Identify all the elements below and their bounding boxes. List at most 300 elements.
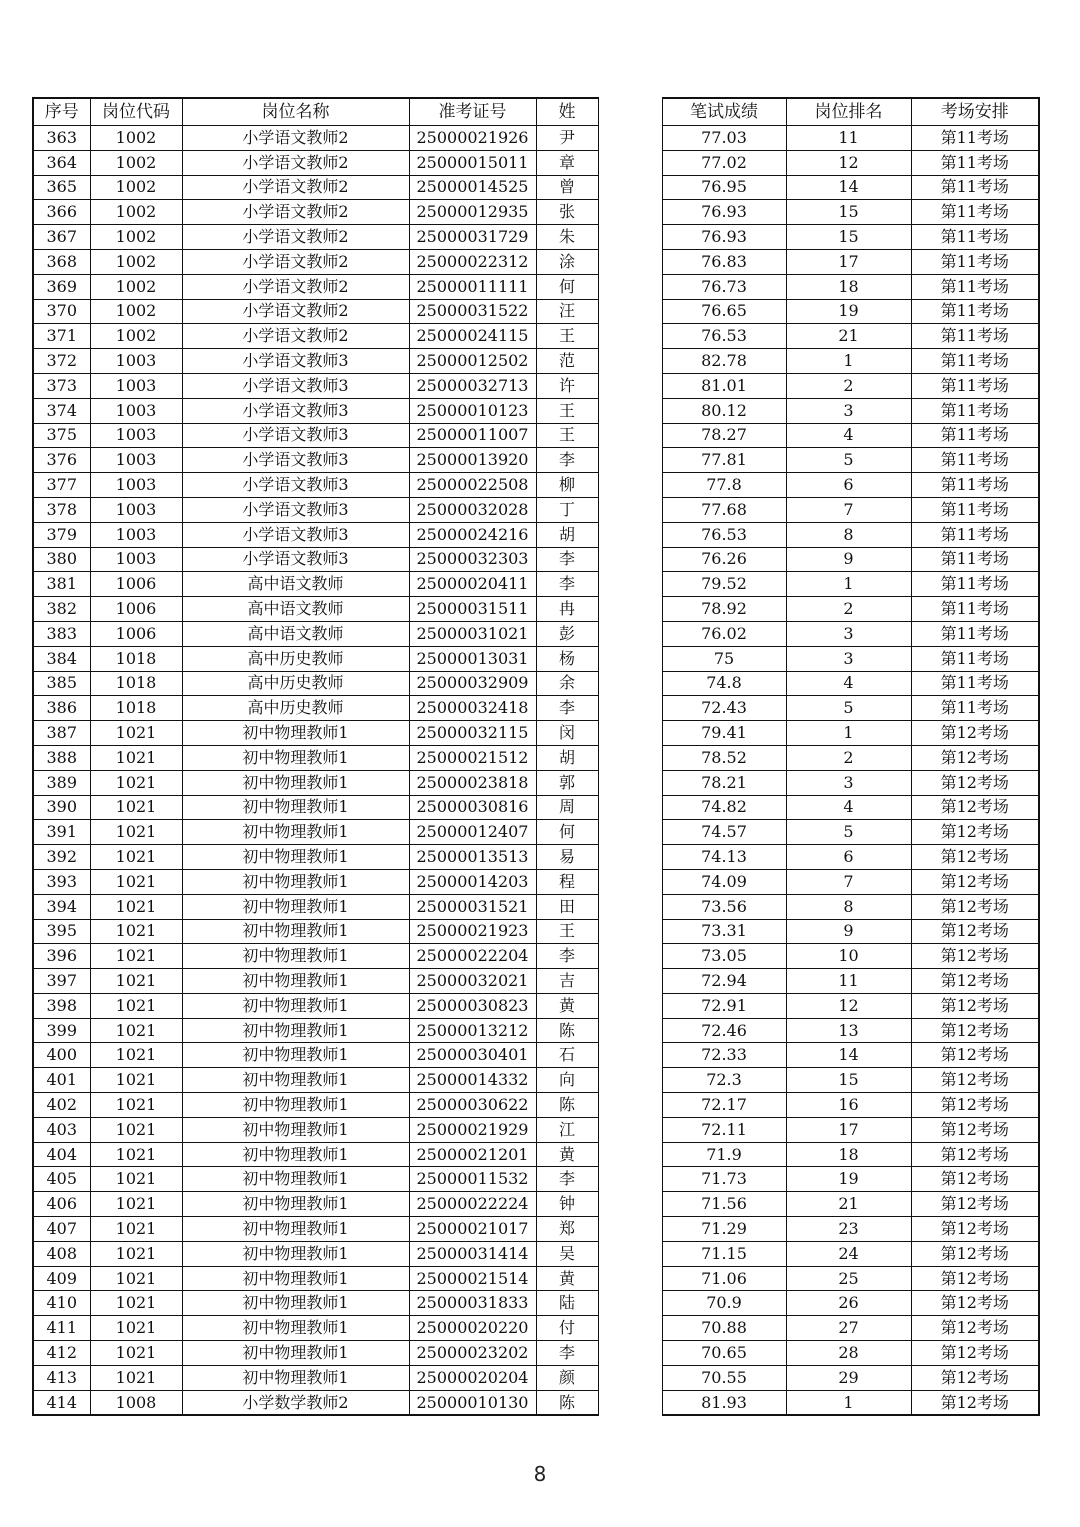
cell-seq: 405 (33, 1167, 90, 1192)
table-row (33, 795, 1039, 820)
cell-post-name: 小学语文教师2 (182, 249, 409, 274)
cell-exam-room: 第11考场 (911, 150, 1039, 175)
cell-exam-room: 第12考场 (911, 1043, 1039, 1068)
cell-ticket-no: 25000020220 (409, 1316, 536, 1341)
cell-post-code: 1006 (90, 572, 182, 597)
cell-name: 朱 (536, 225, 598, 250)
cell-name: 李 (536, 547, 598, 572)
cell-post-name: 初中物理教师1 (182, 993, 409, 1018)
cell-post-code: 1002 (90, 324, 182, 349)
table-row (33, 572, 1039, 597)
cell-ticket-no: 25000022204 (409, 944, 536, 969)
table-row (33, 473, 1039, 498)
cell-post-code: 1021 (90, 1365, 182, 1390)
cell-seq: 380 (33, 547, 90, 572)
table-row (33, 1068, 1039, 1093)
cell-redacted-gap (598, 597, 662, 622)
cell-score: 77.81 (662, 448, 786, 473)
cell-post-name: 小学语文教师3 (182, 373, 409, 398)
cell-redacted-gap (598, 919, 662, 944)
cell-rank: 4 (786, 671, 911, 696)
table-row (33, 944, 1039, 969)
cell-ticket-no: 25000032028 (409, 497, 536, 522)
cell-score: 71.06 (662, 1266, 786, 1291)
cell-redacted-gap (598, 621, 662, 646)
cell-ticket-no: 25000023202 (409, 1341, 536, 1366)
cell-seq: 388 (33, 745, 90, 770)
cell-redacted-gap (598, 646, 662, 671)
cell-score: 77.03 (662, 126, 786, 151)
cell-post-code: 1002 (90, 299, 182, 324)
cell-post-code: 1021 (90, 894, 182, 919)
cell-post-code: 1021 (90, 845, 182, 870)
cell-post-code: 1006 (90, 621, 182, 646)
cell-rank: 18 (786, 274, 911, 299)
cell-name: 黄 (536, 1266, 598, 1291)
cell-seq: 398 (33, 993, 90, 1018)
cell-post-code: 1021 (90, 1341, 182, 1366)
cell-rank: 23 (786, 1217, 911, 1242)
cell-post-code: 1003 (90, 473, 182, 498)
cell-ticket-no: 25000031833 (409, 1291, 536, 1316)
cell-redacted-gap (598, 795, 662, 820)
cell-rank: 26 (786, 1291, 911, 1316)
cell-redacted-gap (598, 175, 662, 200)
cell-rank: 15 (786, 225, 911, 250)
cell-ticket-no: 25000021512 (409, 745, 536, 770)
cell-post-name: 小学语文教师3 (182, 497, 409, 522)
cell-score: 71.56 (662, 1192, 786, 1217)
cell-rank: 6 (786, 473, 911, 498)
cell-post-code: 1021 (90, 919, 182, 944)
cell-seq: 402 (33, 1093, 90, 1118)
cell-post-code: 1002 (90, 249, 182, 274)
cell-seq: 391 (33, 820, 90, 845)
cell-rank: 16 (786, 1093, 911, 1118)
table-row (33, 1142, 1039, 1167)
cell-score: 76.93 (662, 225, 786, 250)
cell-exam-room: 第11考场 (911, 522, 1039, 547)
cell-redacted-gap (598, 1117, 662, 1142)
table-row (33, 324, 1039, 349)
cell-name: 石 (536, 1043, 598, 1068)
cell-redacted-gap (598, 547, 662, 572)
cell-score: 74.82 (662, 795, 786, 820)
cell-name: 颜 (536, 1365, 598, 1390)
cell-seq: 392 (33, 845, 90, 870)
cell-exam-room: 第12考场 (911, 1241, 1039, 1266)
header-seq: 序号 (33, 98, 90, 126)
cell-ticket-no: 25000032909 (409, 671, 536, 696)
cell-post-name: 小学语文教师2 (182, 126, 409, 151)
cell-name: 李 (536, 1341, 598, 1366)
cell-ticket-no: 25000015011 (409, 150, 536, 175)
cell-ticket-no: 25000030622 (409, 1093, 536, 1118)
cell-exam-room: 第11考场 (911, 373, 1039, 398)
cell-rank: 1 (786, 721, 911, 746)
cell-seq: 407 (33, 1217, 90, 1242)
cell-redacted-gap (598, 324, 662, 349)
cell-score: 74.13 (662, 845, 786, 870)
cell-score: 77.68 (662, 497, 786, 522)
cell-redacted-gap (598, 721, 662, 746)
cell-post-name: 初中物理教师1 (182, 1093, 409, 1118)
table-row (33, 175, 1039, 200)
cell-seq: 375 (33, 423, 90, 448)
cell-rank: 2 (786, 745, 911, 770)
cell-exam-room: 第12考场 (911, 1068, 1039, 1093)
cell-name: 何 (536, 820, 598, 845)
cell-seq: 403 (33, 1117, 90, 1142)
cell-post-code: 1002 (90, 175, 182, 200)
cell-redacted-gap (598, 1217, 662, 1242)
cell-name: 周 (536, 795, 598, 820)
cell-redacted-gap (598, 1068, 662, 1093)
cell-exam-room: 第12考场 (911, 869, 1039, 894)
cell-score: 72.43 (662, 696, 786, 721)
cell-post-name: 小学语文教师3 (182, 349, 409, 374)
cell-exam-room: 第12考场 (911, 1316, 1039, 1341)
cell-post-code: 1021 (90, 770, 182, 795)
cell-redacted-gap (598, 473, 662, 498)
cell-post-code: 1021 (90, 944, 182, 969)
cell-post-name: 小学语文教师2 (182, 200, 409, 225)
cell-post-code: 1021 (90, 745, 182, 770)
cell-ticket-no: 25000032021 (409, 969, 536, 994)
cell-rank: 1 (786, 1390, 911, 1415)
header-post-name: 岗位名称 (182, 98, 409, 126)
cell-redacted-gap (598, 249, 662, 274)
cell-post-name: 小学语文教师2 (182, 150, 409, 175)
cell-seq: 364 (33, 150, 90, 175)
cell-exam-room: 第12考场 (911, 770, 1039, 795)
cell-score: 78.21 (662, 770, 786, 795)
cell-redacted-gap (598, 225, 662, 250)
cell-name: 吉 (536, 969, 598, 994)
cell-seq: 370 (33, 299, 90, 324)
cell-score: 76.26 (662, 547, 786, 572)
cell-ticket-no: 25000031414 (409, 1241, 536, 1266)
cell-post-code: 1018 (90, 671, 182, 696)
cell-post-name: 初中物理教师1 (182, 944, 409, 969)
cell-name: 柳 (536, 473, 598, 498)
cell-post-name: 初中物理教师1 (182, 1192, 409, 1217)
table-row (33, 1043, 1039, 1068)
table-row (33, 1117, 1039, 1142)
table-row (33, 225, 1039, 250)
cell-rank: 5 (786, 696, 911, 721)
table-row (33, 1291, 1039, 1316)
cell-post-name: 初中物理教师1 (182, 721, 409, 746)
cell-name: 陈 (536, 1018, 598, 1043)
cell-post-name: 小学语文教师3 (182, 522, 409, 547)
cell-post-code: 1003 (90, 497, 182, 522)
cell-seq: 412 (33, 1341, 90, 1366)
cell-post-name: 高中历史教师 (182, 696, 409, 721)
cell-score: 70.55 (662, 1365, 786, 1390)
cell-rank: 3 (786, 398, 911, 423)
cell-redacted-gap (598, 770, 662, 795)
cell-score: 79.41 (662, 721, 786, 746)
cell-score: 76.02 (662, 621, 786, 646)
cell-ticket-no: 25000021923 (409, 919, 536, 944)
cell-rank: 8 (786, 522, 911, 547)
cell-redacted-gap (598, 845, 662, 870)
cell-seq: 381 (33, 572, 90, 597)
table-row (33, 522, 1039, 547)
cell-ticket-no: 25000032418 (409, 696, 536, 721)
table-row (33, 1093, 1039, 1118)
table-row (33, 448, 1039, 473)
cell-name: 向 (536, 1068, 598, 1093)
cell-post-code: 1021 (90, 721, 182, 746)
cell-name: 李 (536, 572, 598, 597)
table-row (33, 398, 1039, 423)
cell-score: 76.73 (662, 274, 786, 299)
cell-post-name: 初中物理教师1 (182, 1043, 409, 1068)
cell-rank: 15 (786, 200, 911, 225)
cell-exam-room: 第11考场 (911, 646, 1039, 671)
cell-name: 王 (536, 324, 598, 349)
cell-name: 汪 (536, 299, 598, 324)
table-row (33, 646, 1039, 671)
cell-name: 李 (536, 944, 598, 969)
cell-rank: 8 (786, 894, 911, 919)
cell-seq: 401 (33, 1068, 90, 1093)
cell-seq: 379 (33, 522, 90, 547)
table-row (33, 1241, 1039, 1266)
cell-score: 73.05 (662, 944, 786, 969)
cell-post-code: 1003 (90, 547, 182, 572)
cell-seq: 386 (33, 696, 90, 721)
cell-name: 王 (536, 919, 598, 944)
table-row (33, 299, 1039, 324)
cell-post-code: 1021 (90, 1192, 182, 1217)
cell-post-code: 1021 (90, 1142, 182, 1167)
cell-ticket-no: 25000013920 (409, 448, 536, 473)
table-row (33, 869, 1039, 894)
cell-ticket-no: 25000024115 (409, 324, 536, 349)
table-row (33, 1217, 1039, 1242)
cell-post-name: 小学语文教师2 (182, 175, 409, 200)
cell-exam-room: 第12考场 (911, 845, 1039, 870)
cell-seq: 413 (33, 1365, 90, 1390)
cell-rank: 6 (786, 845, 911, 870)
cell-exam-room: 第11考场 (911, 473, 1039, 498)
table-row (33, 993, 1039, 1018)
cell-seq: 396 (33, 944, 90, 969)
cell-rank: 17 (786, 249, 911, 274)
cell-post-name: 小学语文教师2 (182, 324, 409, 349)
cell-rank: 15 (786, 1068, 911, 1093)
cell-post-code: 1021 (90, 1093, 182, 1118)
cell-ticket-no: 25000012935 (409, 200, 536, 225)
cell-seq: 394 (33, 894, 90, 919)
cell-seq: 367 (33, 225, 90, 250)
table-row (33, 1266, 1039, 1291)
table-row (33, 150, 1039, 175)
cell-post-code: 1021 (90, 969, 182, 994)
table-row (33, 770, 1039, 795)
cell-rank: 14 (786, 175, 911, 200)
cell-ticket-no: 25000014332 (409, 1068, 536, 1093)
cell-post-name: 小学语文教师3 (182, 423, 409, 448)
cell-post-name: 初中物理教师1 (182, 1266, 409, 1291)
cell-exam-room: 第11考场 (911, 249, 1039, 274)
cell-name: 许 (536, 373, 598, 398)
cell-name: 丁 (536, 497, 598, 522)
cell-name: 田 (536, 894, 598, 919)
cell-ticket-no: 25000030816 (409, 795, 536, 820)
cell-ticket-no: 25000021514 (409, 1266, 536, 1291)
table-row (33, 1167, 1039, 1192)
cell-score: 71.73 (662, 1167, 786, 1192)
cell-seq: 414 (33, 1390, 90, 1415)
header-score: 笔试成绩 (662, 98, 786, 126)
header-ticket-no: 准考证号 (409, 98, 536, 126)
cell-score: 70.65 (662, 1341, 786, 1366)
cell-ticket-no: 25000031511 (409, 597, 536, 622)
cell-exam-room: 第12考场 (911, 1167, 1039, 1192)
table-row (33, 200, 1039, 225)
cell-name: 余 (536, 671, 598, 696)
cell-score: 79.52 (662, 572, 786, 597)
cell-rank: 7 (786, 869, 911, 894)
cell-score: 76.95 (662, 175, 786, 200)
cell-seq: 378 (33, 497, 90, 522)
cell-name: 胡 (536, 745, 598, 770)
cell-name: 尹 (536, 126, 598, 151)
cell-ticket-no: 25000022224 (409, 1192, 536, 1217)
cell-redacted-gap (598, 1241, 662, 1266)
cell-post-name: 初中物理教师1 (182, 894, 409, 919)
cell-name: 涂 (536, 249, 598, 274)
table-row (33, 126, 1039, 151)
cell-seq: 409 (33, 1266, 90, 1291)
table-row (33, 745, 1039, 770)
cell-redacted-gap (598, 373, 662, 398)
cell-exam-room: 第12考场 (911, 721, 1039, 746)
cell-ticket-no: 25000023818 (409, 770, 536, 795)
cell-post-name: 初中物理教师1 (182, 869, 409, 894)
cell-name: 吴 (536, 1241, 598, 1266)
cell-ticket-no: 25000032713 (409, 373, 536, 398)
cell-ticket-no: 25000032115 (409, 721, 536, 746)
cell-post-code: 1003 (90, 398, 182, 423)
cell-rank: 28 (786, 1341, 911, 1366)
header-redacted-gap (598, 98, 662, 126)
cell-redacted-gap (598, 126, 662, 151)
cell-exam-room: 第12考场 (911, 745, 1039, 770)
cell-seq: 411 (33, 1316, 90, 1341)
cell-redacted-gap (598, 1266, 662, 1291)
cell-exam-room: 第11考场 (911, 621, 1039, 646)
cell-exam-room: 第11考场 (911, 423, 1039, 448)
cell-exam-room: 第11考场 (911, 696, 1039, 721)
table-row (33, 621, 1039, 646)
cell-rank: 11 (786, 969, 911, 994)
cell-name: 王 (536, 398, 598, 423)
cell-score: 81.01 (662, 373, 786, 398)
cell-ticket-no: 25000030401 (409, 1043, 536, 1068)
cell-score: 70.9 (662, 1291, 786, 1316)
cell-rank: 1 (786, 349, 911, 374)
cell-post-name: 初中物理教师1 (182, 795, 409, 820)
cell-name: 程 (536, 869, 598, 894)
cell-seq: 374 (33, 398, 90, 423)
cell-seq: 369 (33, 274, 90, 299)
cell-name: 王 (536, 423, 598, 448)
cell-rank: 3 (786, 770, 911, 795)
cell-exam-room: 第12考场 (911, 894, 1039, 919)
cell-score: 72.94 (662, 969, 786, 994)
cell-exam-room: 第11考场 (911, 547, 1039, 572)
cell-post-name: 小学语文教师2 (182, 225, 409, 250)
cell-post-name: 高中历史教师 (182, 671, 409, 696)
cell-score: 72.3 (662, 1068, 786, 1093)
cell-score: 72.46 (662, 1018, 786, 1043)
cell-score: 74.09 (662, 869, 786, 894)
cell-score: 76.53 (662, 324, 786, 349)
cell-score: 76.93 (662, 200, 786, 225)
cell-score: 76.83 (662, 249, 786, 274)
table-row (33, 919, 1039, 944)
cell-exam-room: 第12考场 (911, 795, 1039, 820)
cell-rank: 2 (786, 373, 911, 398)
cell-rank: 17 (786, 1117, 911, 1142)
cell-name: 黄 (536, 993, 598, 1018)
cell-redacted-gap (598, 448, 662, 473)
cell-seq: 387 (33, 721, 90, 746)
cell-score: 77.8 (662, 473, 786, 498)
cell-redacted-gap (598, 349, 662, 374)
cell-name: 陈 (536, 1093, 598, 1118)
cell-redacted-gap (598, 274, 662, 299)
cell-ticket-no: 25000013513 (409, 845, 536, 870)
cell-name: 陆 (536, 1291, 598, 1316)
cell-post-name: 高中历史教师 (182, 646, 409, 671)
cell-ticket-no: 25000020411 (409, 572, 536, 597)
cell-rank: 13 (786, 1018, 911, 1043)
cell-name: 钟 (536, 1192, 598, 1217)
cell-score: 78.27 (662, 423, 786, 448)
cell-exam-room: 第11考场 (911, 671, 1039, 696)
cell-redacted-gap (598, 969, 662, 994)
cell-rank: 5 (786, 820, 911, 845)
cell-exam-room: 第12考场 (911, 1093, 1039, 1118)
cell-rank: 9 (786, 919, 911, 944)
cell-redacted-gap (598, 993, 662, 1018)
cell-post-code: 1021 (90, 1043, 182, 1068)
cell-seq: 385 (33, 671, 90, 696)
cell-exam-room: 第12考场 (911, 993, 1039, 1018)
cell-score: 80.12 (662, 398, 786, 423)
cell-rank: 1 (786, 572, 911, 597)
cell-rank: 24 (786, 1241, 911, 1266)
cell-seq: 371 (33, 324, 90, 349)
cell-post-name: 初中物理教师1 (182, 1217, 409, 1242)
cell-score: 78.92 (662, 597, 786, 622)
cell-seq: 397 (33, 969, 90, 994)
cell-seq: 399 (33, 1018, 90, 1043)
table-header-row (33, 98, 1039, 126)
cell-post-name: 初中物理教师1 (182, 1365, 409, 1390)
header-exam-room: 考场安排 (911, 98, 1039, 126)
cell-exam-room: 第12考场 (911, 1142, 1039, 1167)
cell-post-code: 1002 (90, 126, 182, 151)
cell-seq: 404 (33, 1142, 90, 1167)
cell-score: 71.9 (662, 1142, 786, 1167)
